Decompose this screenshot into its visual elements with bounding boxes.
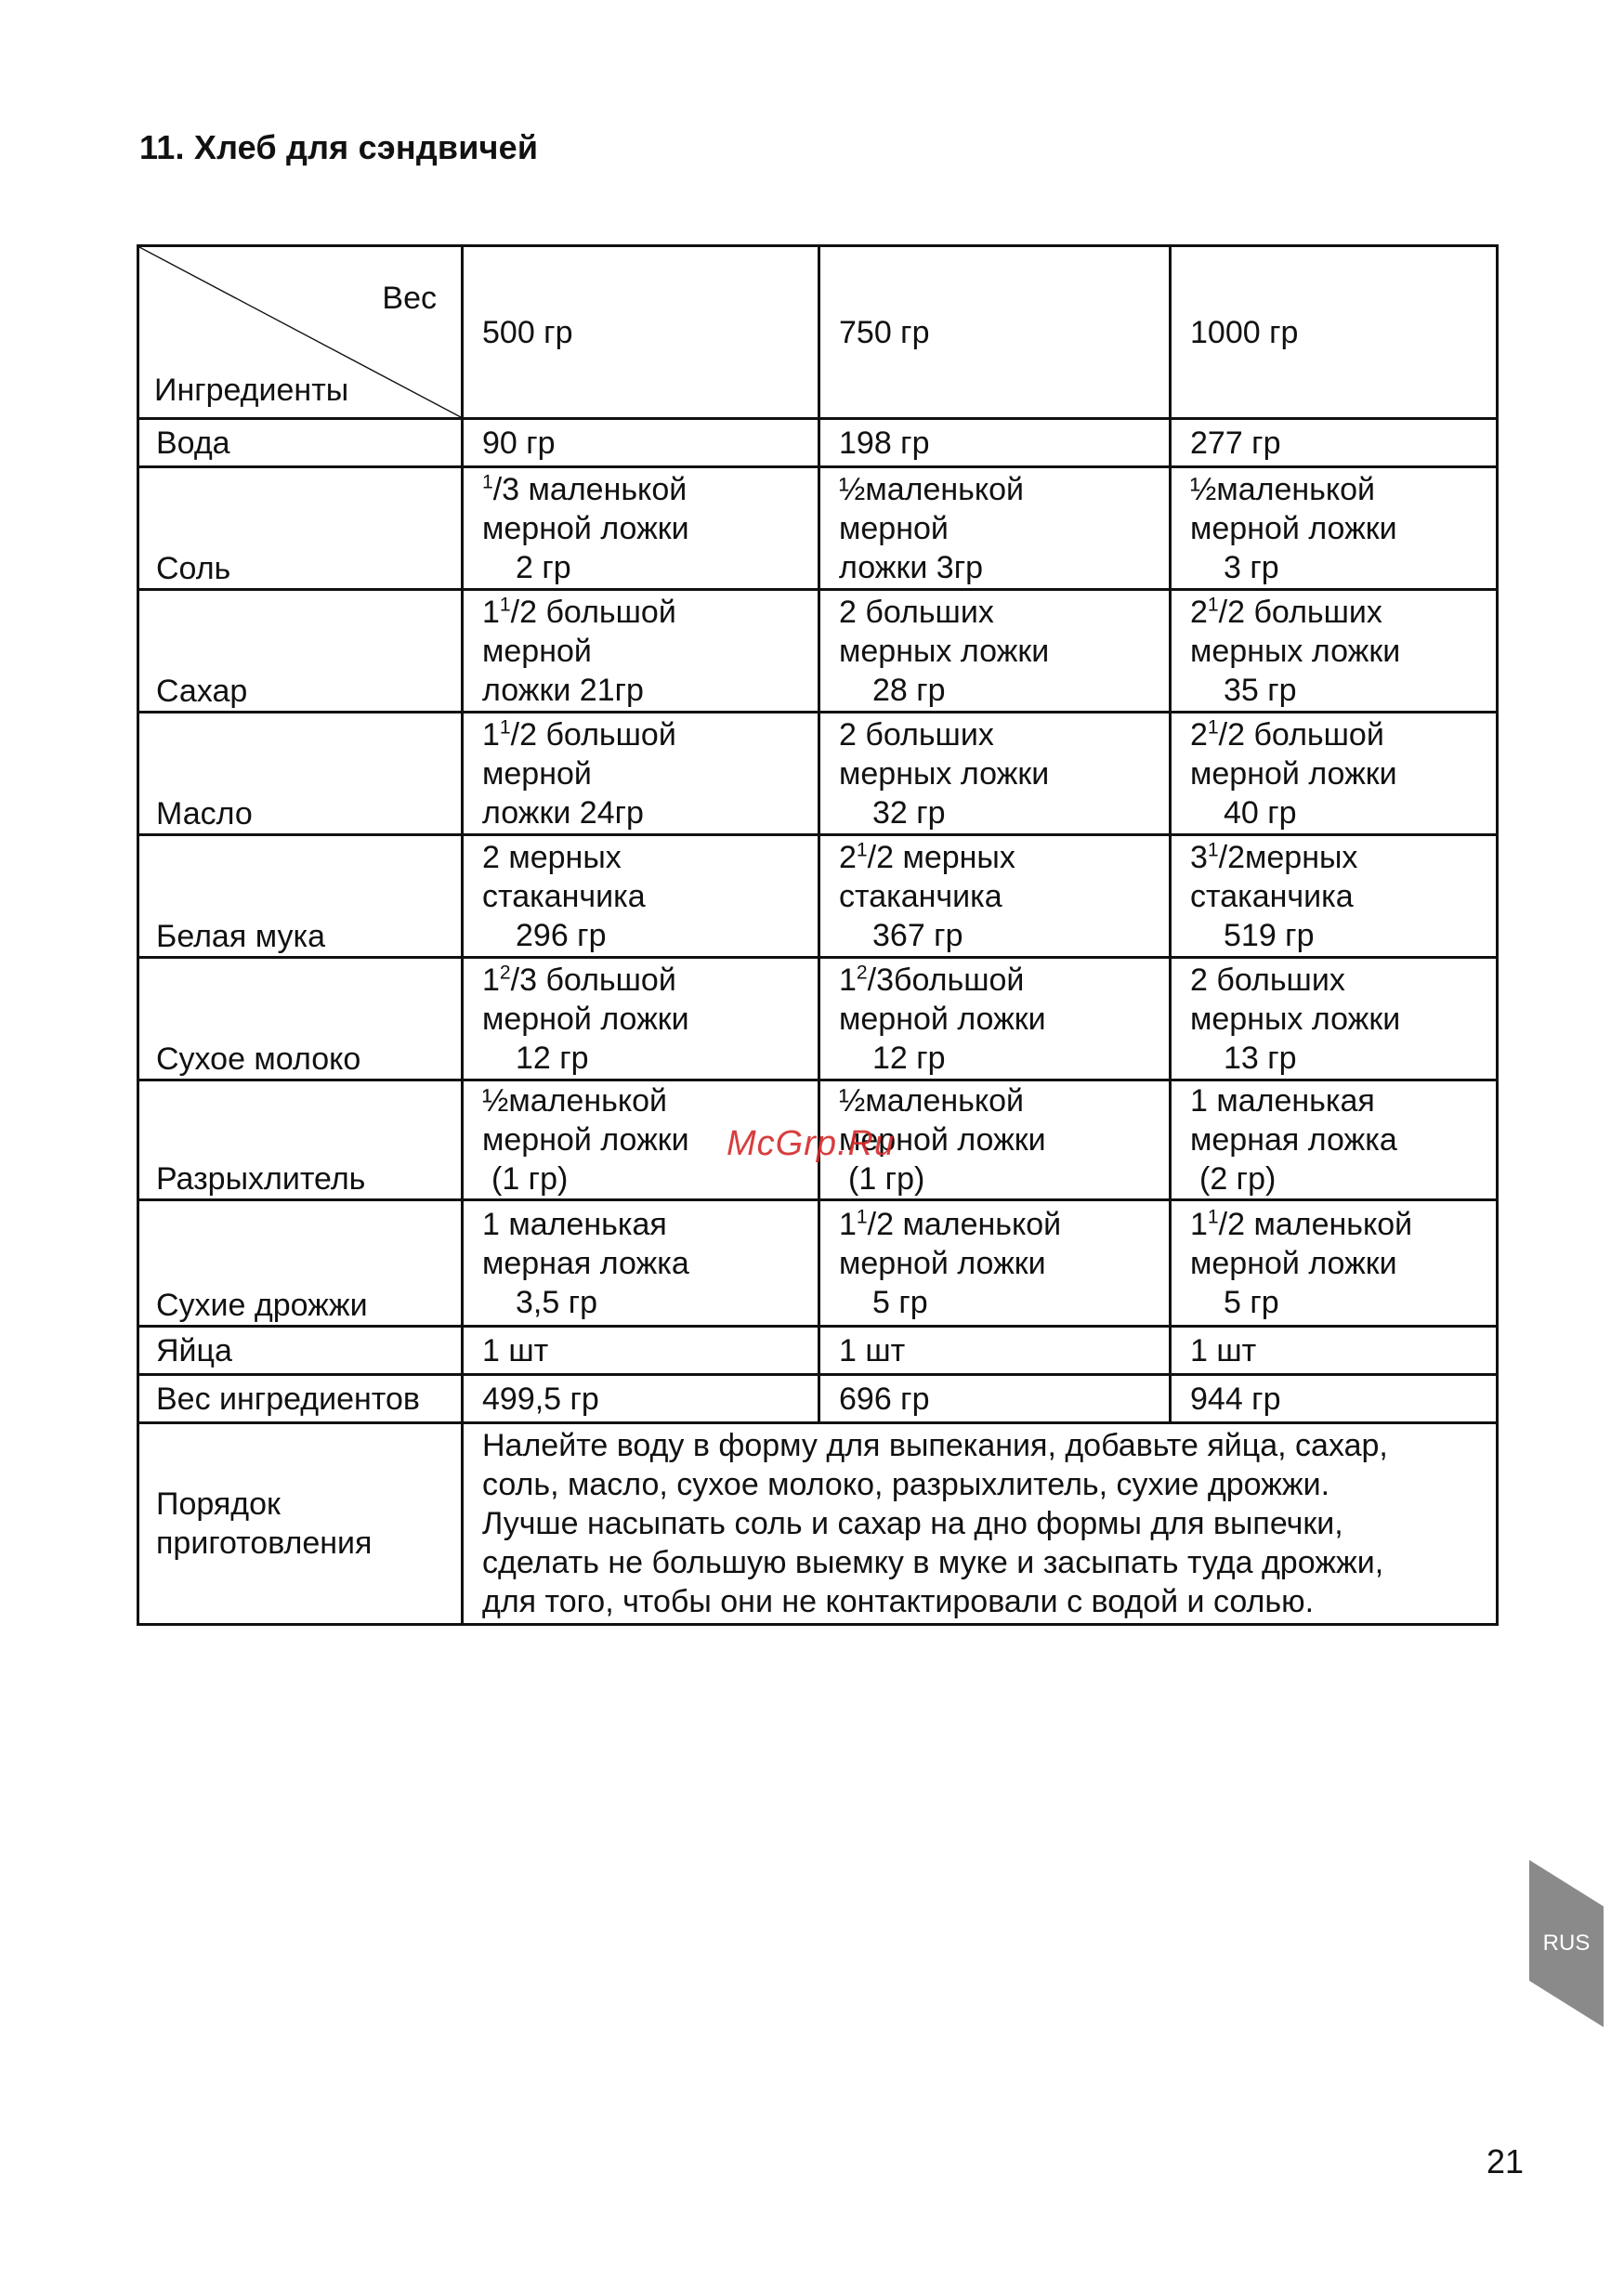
amount-cell [819,1327,1171,1375]
weight-header-label: Вес [382,281,437,316]
method-label-line: приготовления [156,1525,373,1561]
amount-line: 499,5 гр [482,1381,599,1417]
amount-cell [1171,1327,1498,1375]
amount-line: 696 гр [839,1381,930,1417]
amount-line: 5 гр [1224,1284,1279,1320]
watermark: McGrp.Ru [727,1124,896,1163]
amount-line: (1 гр) [848,1161,925,1197]
language-tab-label: RUS [1542,1931,1591,1956]
method-text-line: соль, масло, сухое молоко, разрыхлитель, сухие дрожжи. [482,1467,1330,1502]
amount-line: $3^1/2мерных$ [1190,839,1358,875]
table-row [138,713,1498,835]
method-label-cell [138,1423,463,1625]
method-label-line: Порядок [156,1486,281,1522]
method-text-line: для того, чтобы они не контактировали с водой и солью. [482,1584,1315,1619]
amount-line: ложки 21гр [482,672,644,708]
amount-line: $1^1/2$ большой [482,716,676,753]
amount-line: 367 гр [872,917,963,953]
amount-line: 2 больших [1190,962,1345,998]
amount-line: стаканчика [1190,878,1354,914]
amount-cell [1171,958,1498,1080]
amount-line: мерной ложки [1190,1245,1397,1281]
amount-line: $2^1/2$ мерных [839,839,1015,875]
amount-line: 296 гр [516,917,607,953]
amount-line: ½маленькой [482,1083,668,1119]
amount-line: мерных ложки [839,633,1050,669]
amount-line: 277 гр [1190,425,1281,461]
amount-line: мерная ложка [1190,1122,1397,1158]
amount-line: мерных ложки [1190,1001,1401,1037]
amount-cell [1171,1200,1498,1327]
amount-cell [463,1375,819,1423]
amount-line: 3 гр [1224,549,1279,585]
table-row [138,1200,1498,1327]
table-row [138,1375,1498,1423]
amount-line: мерных ложки [839,755,1050,792]
amount-cell [1171,590,1498,713]
amount-cell [819,419,1171,467]
ingredient-name-cell: Соль [138,467,463,590]
amount-line: 2 больших [839,594,994,630]
amount-cell [819,1200,1171,1327]
amount-line: 2 мерных [482,839,622,875]
amount-line: 12 гр [516,1040,589,1076]
amount-cell [1171,713,1498,835]
recipe-table [137,244,1499,1626]
amount-line: 28 гр [872,672,946,708]
table-row [138,590,1498,713]
amount-line: $^1$/3 маленькой [482,471,688,507]
method-text-cell [463,1423,1498,1625]
amount-line: мерной ложки [839,1001,1046,1037]
amount-line: мерной [839,510,949,546]
amount-line: 1 маленькая [482,1206,667,1242]
amount-line: $1^2/3$ большой [482,962,676,998]
method-text-line: Лучше насыпать соль и сахар на дно формы для выпечки, [482,1506,1343,1541]
amount-line: 32 гр [872,794,946,831]
amount-cell [819,1375,1171,1423]
amount-line: ½маленькой [1190,471,1376,507]
column-header-1000: 1000 гр [1171,246,1498,419]
page-title: 11. Хлеб для сэндвичей [139,128,539,166]
amount-cell [819,958,1171,1080]
amount-line: 2 больших [839,716,994,753]
amount-cell [463,419,819,467]
amount-line: 35 гр [1224,672,1297,708]
amount-line: стаканчика [839,878,1002,914]
amount-line: 13 гр [1224,1040,1297,1076]
ingredient-name-cell: Разрыхлитель [138,1080,463,1200]
amount-line: 198 гр [839,425,930,461]
ingredient-name-cell: Белая мука [138,835,463,958]
method-text-line: Налейте воду в форму для выпекания, добавьте яйца, сахар, [482,1428,1388,1463]
amount-cell [819,467,1171,590]
amount-line: $1^2/3большой$ [839,962,1025,998]
amount-cell [463,958,819,1080]
amount-line: ½маленькой [839,1083,1025,1119]
amount-cell [463,590,819,713]
ingredient-name-cell: Сахар [138,590,463,713]
corner-header-cell [138,246,463,419]
method-text-line: сделать не большую выемку в муке и засыпать туда дрожжи, [482,1545,1384,1580]
table-header-row [138,246,1498,419]
amount-line: 2 гр [516,549,571,585]
amount-line: 90 гр [482,425,556,461]
amount-line: стаканчика [482,878,646,914]
amount-line: мерной ложки [1190,755,1397,792]
table-row [138,419,1498,467]
method-row [138,1423,1498,1625]
ingredient-name-cell: Вода [138,419,463,467]
page-number: 21 [1486,2142,1525,2180]
amount-line: мерной ложки [482,1122,689,1158]
amount-cell [1171,835,1498,958]
amount-cell [463,1200,819,1327]
amount-cell [463,1327,819,1375]
amount-cell [819,713,1171,835]
amount-line: 40 гр [1224,794,1297,831]
amount-line: мерной ложки [839,1245,1046,1281]
table-row [138,467,1498,590]
amount-line: мерная ложка [482,1245,689,1281]
amount-line: $1^1/2$ маленькой [1190,1206,1413,1242]
amount-line: ½маленькой [839,471,1025,507]
ingredient-name-cell: Масло [138,713,463,835]
ingredient-name-cell: Вес ингредиентов [138,1375,463,1423]
amount-line: 944 гр [1190,1381,1281,1417]
amount-cell [1171,467,1498,590]
amount-line: $1^1/2$ маленькой [839,1206,1062,1242]
amount-cell [463,713,819,835]
amount-line: 3,5 гр [516,1284,598,1320]
amount-line: (2 гр) [1199,1161,1277,1197]
amount-line: мерной ложки [482,1001,689,1037]
amount-line: мерной [482,633,592,669]
amount-line: 519 гр [1224,917,1315,953]
amount-line: (1 гр) [491,1161,569,1197]
amount-line: $1^1/2$ большой [482,594,676,630]
amount-line: ложки 3гр [839,549,984,585]
ingredient-name-cell: Яйца [138,1327,463,1375]
amount-cell [819,590,1171,713]
table-row [138,958,1498,1080]
ingredient-name-cell: Сухое молоко [138,958,463,1080]
amount-line: мерных ложки [1190,633,1401,669]
amount-cell [819,835,1171,958]
amount-line: мерной ложки [1190,510,1397,546]
amount-cell [463,835,819,958]
amount-cell [1171,1080,1498,1200]
ingredient-name-cell: Сухие дрожжи [138,1200,463,1327]
amount-cell [1171,419,1498,467]
table-row [138,1327,1498,1375]
ingredients-header-label: Ингредиенты [154,373,349,408]
amount-line: 1 шт [1190,1332,1257,1368]
amount-line: $2^1/2$ больших [1190,594,1382,630]
amount-line: мерной ложки [482,510,689,546]
ingredient-rows [138,419,1498,1423]
amount-cell [463,467,819,590]
language-tab [1529,1860,1604,2027]
table-row [138,835,1498,958]
amount-line: 12 гр [872,1040,946,1076]
amount-line: мерной ложки [839,1122,1046,1158]
amount-line: 1 шт [482,1332,549,1368]
column-header-750: 750 гр [819,246,1171,419]
amount-line: мерной [482,755,592,792]
amount-cell [1171,1375,1498,1423]
amount-line: 1 маленькая [1190,1083,1375,1119]
amount-line: 5 гр [872,1284,928,1320]
amount-line: $2^1/2$ большой [1190,716,1384,753]
column-header-500: 500 гр [463,246,819,419]
amount-line: 1 шт [839,1332,906,1368]
amount-line: ложки 24гр [482,794,644,831]
